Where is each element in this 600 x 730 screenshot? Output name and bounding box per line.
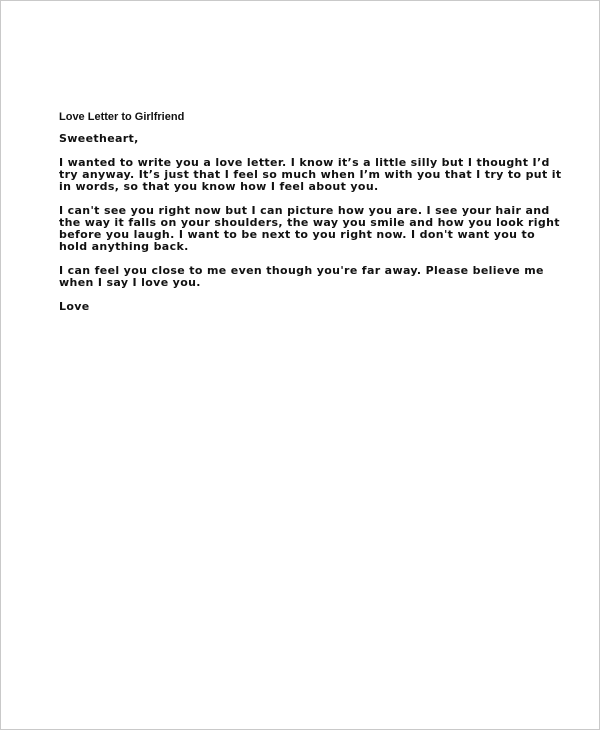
letter-paragraph-1: I wanted to write you a love letter. I know it’s a little silly but I thought I’d try anyway. It’s just that I feel so much when I’m with you that I try to put it in words, so that you know how I feel about you. xyxy=(59,156,562,193)
letter-paragraph-2: I can't see you right now but I can picture how you are. I see your hair and the way it falls on your shoulders, the way you smile and how you look right before you laugh. I want to be next to you right now. I don't want you to hold anything back. xyxy=(59,204,560,253)
document-title: Love Letter to Girlfriend xyxy=(59,111,185,123)
letter-body xyxy=(59,111,564,313)
letter-salutation: Sweetheart, xyxy=(59,132,139,145)
letter-closing: Love xyxy=(59,300,90,313)
letter-paragraph-3: I can feel you close to me even though you're far away. Please believe me when I say I love you. xyxy=(59,264,544,289)
